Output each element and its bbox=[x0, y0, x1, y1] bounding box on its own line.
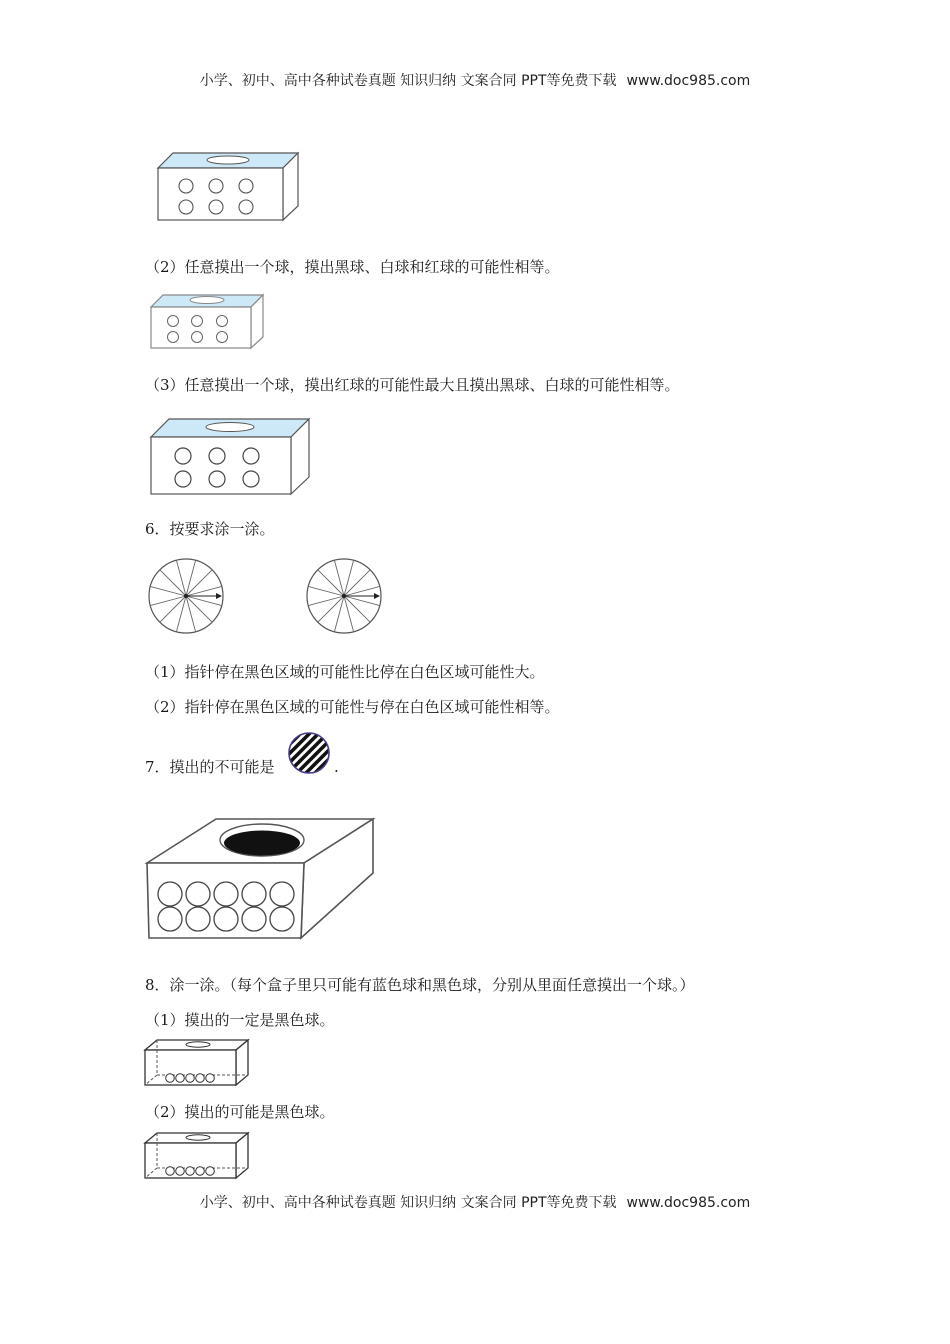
ball-box-figure-2 bbox=[148, 292, 266, 352]
ball-box-figure-q8-2 bbox=[143, 1131, 251, 1181]
q5-part2-text: （2）任意摸出一个球，摸出黑球、白球和红球的可能性相等。 bbox=[145, 258, 560, 276]
q7-period: . bbox=[334, 758, 339, 776]
q6-title: 6．按要求涂一涂。 bbox=[145, 520, 275, 538]
page-footer bbox=[0, 1192, 950, 1212]
ball-box-figure-q8-1 bbox=[143, 1038, 251, 1088]
q6-part2-text: （2）指针停在黑色区域的可能性与停在白色区域可能性相等。 bbox=[145, 698, 560, 716]
header-text: 小学、初中、高中各种试卷真题 知识归纳 文案合同 PPT等免费下载 bbox=[199, 73, 617, 89]
ball-box-figure-q7 bbox=[144, 815, 376, 943]
q6-part1-text: （1）指针停在黑色区域的可能性比停在白色区域可能性大。 bbox=[145, 663, 545, 681]
footer-site: www.doc985.com bbox=[626, 1195, 751, 1211]
q8-title: 8．涂一涂。（每个盒子里只可能有蓝色球和黑色球，分别从里面任意摸出一个球。） bbox=[145, 976, 695, 994]
q7-title-text: 7．摸出的不可能是 bbox=[145, 758, 275, 776]
q8-part2-text: （2）摸出的可能是黑色球。 bbox=[145, 1103, 335, 1121]
striped-ball-icon bbox=[286, 730, 332, 776]
ball-box-figure-1 bbox=[155, 150, 301, 224]
footer-text: 小学、初中、高中各种试卷真题 知识归纳 文案合同 PPT等免费下载 bbox=[199, 1195, 617, 1211]
spinner-2 bbox=[304, 556, 384, 636]
q5-part3-text: （3）任意摸出一个球，摸出红球的可能性最大且摸出黑球、白球的可能性相等。 bbox=[145, 376, 680, 394]
q8-part1-text: （1）摸出的一定是黑色球。 bbox=[145, 1011, 335, 1029]
page-header bbox=[0, 70, 950, 90]
q7-title bbox=[145, 758, 275, 776]
spinner-1 bbox=[146, 556, 226, 636]
header-site: www.doc985.com bbox=[626, 73, 751, 89]
ball-box-figure-3 bbox=[148, 416, 312, 498]
